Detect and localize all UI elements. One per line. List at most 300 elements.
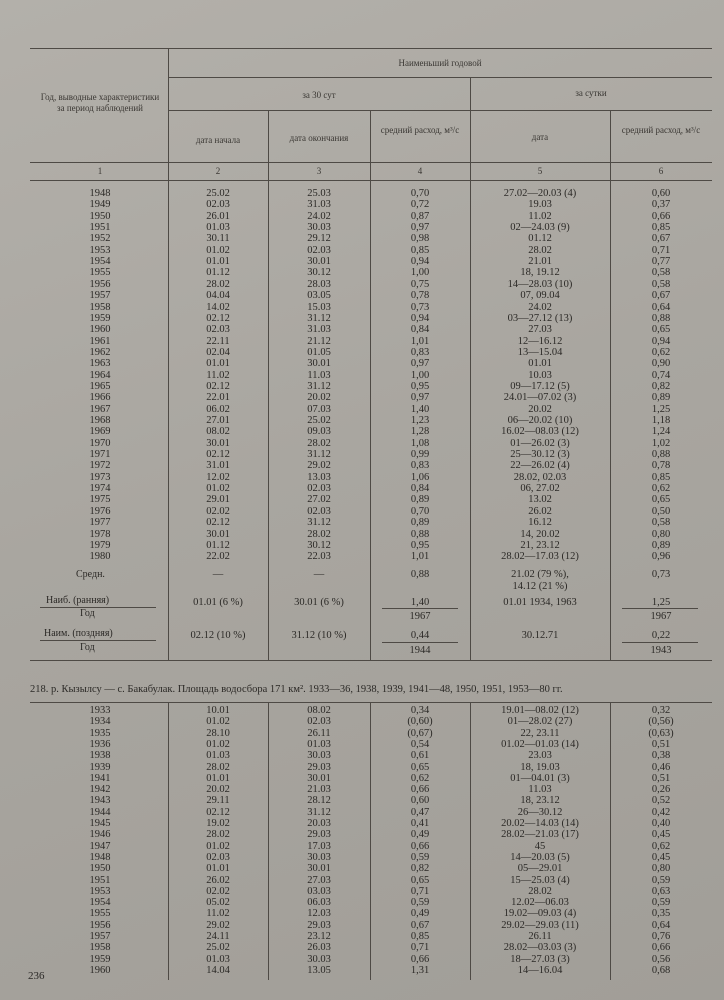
cell-start-date: 02.03 [206, 199, 230, 211]
cell-flow-30days: 1,31 [410, 964, 430, 976]
cell-flow-30days: 1,23 [410, 415, 430, 426]
cell-flow-day: 0,85 [651, 471, 671, 483]
header-group-day: за сутки [575, 88, 607, 98]
cell-end-date: 30.01 [307, 772, 331, 784]
cell-year: 1946 [89, 829, 111, 841]
cell-flow-30days: 1,01 [410, 335, 430, 347]
cell-flow-day: 0,51 [651, 738, 671, 750]
cell-start-date: 29.11 [206, 795, 230, 807]
cell-start-date: 01.02 [206, 840, 230, 852]
cell-flow-day: 0,80 [651, 528, 671, 540]
cell-min-day-date: 01.01 [528, 358, 552, 370]
cell-end-date: 31.12 [307, 806, 331, 818]
cell-start-date: 30.11 [206, 233, 230, 245]
cell-flow-day: 0,45 [651, 851, 671, 863]
mean-flow-day: 0,73 [651, 569, 671, 580]
cell-flow-30days: 0,85 [410, 931, 430, 942]
cell-flow-day: 0,80 [651, 863, 671, 875]
cell-year: 1960 [89, 324, 111, 336]
cell-flow-day: 0,74 [651, 369, 671, 381]
cell-flow-day: 0,85 [651, 222, 671, 234]
cell-year: 1968 [89, 415, 111, 426]
cell-end-date: 13.05 [307, 964, 331, 976]
max-year-flow30: 1967 [409, 611, 431, 622]
cell-start-date: 28.10 [206, 727, 230, 739]
cell-year: 1954 [89, 256, 111, 268]
min-end: 31.12 (10 %) [291, 630, 347, 641]
cell-flow-30days: 1,00 [410, 369, 430, 381]
cell-min-day-date: 25—30.12 (3) [510, 449, 570, 461]
cell-end-date: 26.11 [307, 727, 331, 739]
cell-start-date: 26.01 [206, 210, 230, 222]
cell-min-day-date: 16.12 [528, 517, 552, 529]
max-label-underline [40, 607, 156, 608]
header-group-30days: за 30 сут [302, 90, 336, 100]
cell-flow-day: 0,51 [651, 772, 671, 784]
cell-min-day-date: 16.02—08.03 (12) [501, 426, 579, 438]
cell-flow-30days: 0,60 [410, 795, 430, 807]
cell-flow-day: 1,25 [651, 403, 671, 415]
cell-end-date: 27.03 [307, 874, 331, 886]
cell-min-day-date: 23.03 [528, 750, 552, 762]
cell-flow-30days: 0,97 [410, 358, 430, 370]
cell-end-date: 07.03 [307, 403, 331, 415]
cell-flow-30days: 0,61 [410, 750, 430, 762]
cell-start-date: 01.02 [206, 244, 230, 256]
cell-end-date: 30.03 [307, 953, 331, 965]
cell-year: 1967 [89, 403, 111, 415]
cell-end-date: 02.03 [307, 716, 331, 728]
cell-start-date: 02.12 [206, 380, 230, 392]
cell-flow-30days: 0,83 [410, 460, 430, 472]
cell-flow-30days: 0,71 [410, 942, 430, 954]
cell-flow-30days: 0,34 [410, 705, 430, 716]
cell-year: 1956 [89, 919, 111, 931]
cell-end-date: 20.02 [307, 392, 331, 404]
cell-year: 1945 [89, 818, 111, 829]
cell-flow-day: 0,66 [651, 942, 671, 954]
cell-end-date: 01.03 [307, 738, 331, 750]
cell-min-day-date: 02—24.03 (9) [510, 222, 570, 234]
header-col2: дата окончания [289, 133, 349, 143]
cell-start-date: 02.12 [206, 806, 230, 818]
cell-year: 1953 [89, 885, 111, 897]
cell-start-date: 30.01 [206, 437, 230, 449]
cell-flow-30days: 0,49 [410, 829, 430, 841]
max-label: Наиб. (ранняя) [46, 595, 110, 606]
cell-min-day-date: 03—27.12 (13) [507, 312, 573, 324]
cell-min-day-date: 06, 27.02 [520, 483, 560, 495]
cell-start-date: 22.01 [206, 392, 230, 404]
cell-flow-day: 0,62 [651, 346, 671, 358]
cell-min-day-date: 28.02 [528, 244, 552, 256]
cell-year: 1933 [89, 705, 111, 716]
header-top-rule [30, 48, 712, 49]
cell-start-date: 06.02 [206, 403, 230, 415]
cell-flow-day: 0,62 [651, 483, 671, 495]
cell-min-day-date: 18, 23.12 [520, 795, 560, 807]
max-flow-day: 1,25 [651, 597, 671, 608]
cell-start-date: 01.12 [206, 539, 230, 551]
cell-year: 1942 [89, 784, 111, 796]
cell-year: 1934 [89, 716, 111, 728]
cell-end-date: 03.05 [307, 290, 331, 302]
cell-end-date: 31.03 [307, 324, 331, 336]
cell-start-date: 25.02 [206, 188, 230, 199]
cell-end-date: 30.12 [307, 267, 331, 279]
cell-year: 1950 [89, 210, 111, 222]
cell-flow-day: 0,65 [651, 324, 671, 336]
cell-min-day-date: 26.11 [528, 931, 552, 942]
cell-year: 1969 [89, 426, 111, 438]
cell-end-date: 26.03 [307, 942, 331, 954]
cell-year: 1954 [89, 897, 111, 909]
cell-end-date: 22.03 [307, 551, 331, 563]
cell-start-date: 29.02 [206, 919, 230, 931]
cell-min-day-date: 14—20.03 (5) [510, 851, 570, 863]
min-year-flow-day: 1943 [650, 645, 672, 656]
mean-flow30: 0,88 [410, 569, 430, 580]
cell-end-date: 03.03 [307, 885, 331, 897]
cell-flow-day: 0,59 [651, 897, 671, 909]
cell-flow-day: 0,71 [651, 244, 671, 256]
mean-day-b: 14.12 (21 %) [512, 581, 568, 592]
cell-year: 1955 [89, 267, 111, 279]
cell-year: 1956 [89, 278, 111, 290]
cell-year: 1978 [89, 528, 111, 540]
cell-start-date: 31.01 [206, 460, 230, 472]
cell-end-date: 17.03 [307, 840, 331, 852]
cell-flow-day: 0,45 [651, 829, 671, 841]
header-col3: средний расход, м³/с [380, 125, 460, 135]
cell-year: 1971 [89, 449, 111, 461]
cell-start-date: 01.12 [206, 267, 230, 279]
cell-min-day-date: 28.02—03.03 (3) [503, 942, 577, 954]
col-number-3: 3 [316, 166, 322, 176]
cell-end-date: 27.02 [307, 494, 331, 506]
max-day: 01.01 1934, 1963 [503, 597, 577, 608]
cell-end-date: 30.03 [307, 222, 331, 234]
header-subgroup-rule [168, 110, 712, 111]
cell-flow-30days: 0,59 [410, 897, 430, 909]
header-col4: дата [531, 132, 549, 142]
cell-end-date: 25.03 [307, 188, 331, 199]
col-number-1: 1 [97, 166, 103, 176]
cell-start-date: 25.02 [206, 942, 230, 954]
min-flow30: 0,44 [410, 630, 430, 641]
cell-year: 1951 [89, 874, 111, 886]
cell-flow-30days: 0,99 [410, 449, 430, 461]
cell-year: 1948 [89, 851, 111, 863]
cell-flow-30days: 0,47 [410, 806, 430, 818]
header-col5: средний расход, м³/с [621, 125, 701, 135]
cell-start-date: 19.02 [206, 818, 230, 829]
cell-year: 1965 [89, 380, 111, 392]
cell-flow-day: (0,56) [648, 716, 674, 728]
cell-flow-day: 0,58 [651, 278, 671, 290]
cell-flow-30days: 0,67 [410, 919, 430, 931]
cell-year: 1963 [89, 358, 111, 370]
cell-start-date: 27.01 [206, 415, 230, 426]
cell-end-date: 28.02 [307, 437, 331, 449]
cell-start-date: 28.02 [206, 278, 230, 290]
cell-year: 1955 [89, 908, 111, 920]
min-label-underline [40, 640, 156, 641]
cell-start-date: 08.02 [206, 426, 230, 438]
header-col1: дата начала [195, 135, 241, 145]
cell-flow-day: 0,76 [651, 931, 671, 942]
cell-flow-day: 0,82 [651, 380, 671, 392]
cell-end-date: 21.03 [307, 784, 331, 796]
cell-year: 1962 [89, 346, 111, 358]
max-year-label: Год [80, 608, 95, 619]
header-group-rule [168, 77, 712, 78]
cell-end-date: 01.05 [307, 346, 331, 358]
cell-min-day-date: 45 [534, 840, 546, 852]
cell-flow-30days: 0,95 [410, 380, 430, 392]
cell-flow-day: 0,96 [651, 551, 671, 563]
page-number: 236 [28, 970, 45, 982]
cell-start-date: 14.02 [206, 301, 230, 313]
cell-min-day-date: 28.02—21.03 (17) [501, 829, 579, 841]
cell-flow-30days: 0,95 [410, 539, 430, 551]
cell-start-date: 01.03 [206, 222, 230, 234]
cell-year: 1961 [89, 335, 111, 347]
cell-end-date: 09.03 [307, 426, 331, 438]
cell-flow-30days: 0,66 [410, 840, 430, 852]
cell-flow-day: 0,32 [651, 705, 671, 716]
cell-end-date: 02.03 [307, 244, 331, 256]
cell-year: 1947 [89, 840, 111, 852]
cell-min-day-date: 21, 23.12 [520, 539, 560, 551]
mean-end: — [313, 569, 325, 580]
cell-year: 1977 [89, 517, 111, 529]
cell-year: 1941 [89, 772, 111, 784]
cell-end-date: 02.03 [307, 505, 331, 517]
cell-year: 1948 [89, 188, 111, 199]
cell-year: 1958 [89, 942, 111, 954]
cell-end-date: 02.03 [307, 483, 331, 495]
cell-start-date: 05.02 [206, 897, 230, 909]
cell-end-date: 30.12 [307, 539, 331, 551]
cell-start-date: 29.01 [206, 494, 230, 506]
cell-flow-day: 0,59 [651, 874, 671, 886]
cell-min-day-date: 12—16.12 [517, 335, 563, 347]
min-day: 30.12.71 [521, 630, 559, 641]
cell-start-date: 02.03 [206, 851, 230, 863]
table-1-end-rule [30, 660, 712, 661]
cell-end-date: 21.12 [307, 335, 331, 347]
cell-flow-day: (0,63) [648, 727, 674, 739]
cell-min-day-date: 12.02—06.03 [511, 897, 569, 909]
cell-end-date: 20.03 [307, 818, 331, 829]
cell-end-date: 29.03 [307, 919, 331, 931]
cell-flow-30days: 1,00 [410, 267, 430, 279]
cell-end-date: 30.03 [307, 750, 331, 762]
cell-min-day-date: 27.03 [528, 324, 552, 336]
cell-start-date: 01.02 [206, 716, 230, 728]
cell-start-date: 24.11 [206, 931, 230, 942]
cell-year: 1939 [89, 761, 111, 773]
cell-flow-day: 0,42 [651, 806, 671, 818]
cell-min-day-date: 11.03 [528, 784, 552, 796]
cell-end-date: 08.02 [307, 705, 331, 716]
cell-min-day-date: 01.02—01.03 (14) [501, 738, 579, 750]
mean-day-a: 21.02 (79 %), [511, 569, 569, 580]
min-flow-day: 0,22 [651, 630, 671, 641]
cell-flow-30days: 0,66 [410, 784, 430, 796]
cell-end-date: 28.03 [307, 278, 331, 290]
cell-start-date: 28.02 [206, 761, 230, 773]
cell-start-date: 01.01 [206, 863, 230, 875]
cell-year: 1976 [89, 505, 111, 517]
cell-end-date: 31.12 [307, 380, 331, 392]
cell-min-day-date: 14, 20.02 [520, 528, 560, 540]
cell-end-date: 31.03 [307, 199, 331, 211]
cell-min-day-date: 19.01—08.02 (12) [501, 705, 579, 716]
cell-flow-30days: 0,71 [410, 885, 430, 897]
cell-start-date: 02.12 [206, 312, 230, 324]
max-flow-day-rule [622, 608, 698, 609]
cell-min-day-date: 10.03 [528, 369, 552, 381]
cell-flow-30days: 1,40 [410, 403, 430, 415]
cell-year: 1964 [89, 369, 111, 381]
cell-start-date: 01.01 [206, 772, 230, 784]
cell-end-date: 29.03 [307, 761, 331, 773]
cell-year: 1960 [89, 964, 111, 976]
cell-flow-30days: 0,62 [410, 772, 430, 784]
cell-flow-30days: 0,65 [410, 761, 430, 773]
cell-min-day-date: 14—28.03 (10) [507, 278, 573, 290]
cell-flow-30days: 0,89 [410, 494, 430, 506]
cell-year: 1950 [89, 863, 111, 875]
cell-flow-30days: 0,97 [410, 222, 430, 234]
cell-min-day-date: 07, 09.04 [520, 290, 560, 302]
cell-min-day-date: 15—25.03 (4) [510, 874, 570, 886]
cell-min-day-date: 01—26.02 (3) [510, 437, 570, 449]
cell-min-day-date: 19.03 [528, 199, 552, 211]
cell-start-date: 02.12 [206, 517, 230, 529]
cell-flow-30days: 0,89 [410, 517, 430, 529]
cell-flow-30days: 0,87 [410, 210, 430, 222]
cell-min-day-date: 28.02 [528, 885, 552, 897]
cell-flow-30days: 0,66 [410, 953, 430, 965]
mean-label: Средн. [76, 569, 105, 580]
cell-year: 1979 [89, 539, 111, 551]
cell-min-day-date: 09—17.12 (5) [510, 380, 570, 392]
cell-flow-30days: 0,82 [410, 863, 430, 875]
cell-flow-30days: 0,97 [410, 392, 430, 404]
cell-flow-day: 0,52 [651, 795, 671, 807]
cell-flow-day: 0,88 [651, 312, 671, 324]
cell-start-date: 02.12 [206, 449, 230, 461]
cell-year: 1970 [89, 437, 111, 449]
cell-flow-day: 0,90 [651, 358, 671, 370]
cell-flow-day: 1,24 [651, 426, 671, 438]
cell-year: 1959 [89, 312, 111, 324]
cell-flow-day: 0,40 [651, 818, 671, 829]
cell-year: 1943 [89, 795, 111, 807]
min-label: Наим. (поздняя) [44, 628, 113, 639]
cell-flow-30days: 0,59 [410, 851, 430, 863]
cell-end-date: 06.03 [307, 897, 331, 909]
cell-flow-30days: 1,08 [410, 437, 430, 449]
cell-min-day-date: 22—26.02 (4) [510, 460, 570, 472]
cell-end-date: 31.12 [307, 449, 331, 461]
cell-flow-day: 0,67 [651, 233, 671, 245]
header-main: Наименьший годовой [398, 58, 482, 68]
cell-flow-day: 0,26 [651, 784, 671, 796]
cell-start-date: 01.03 [206, 953, 230, 965]
min-start: 02.12 (10 %) [190, 630, 246, 641]
cell-start-date: 28.02 [206, 829, 230, 841]
cell-flow-30days: 0,84 [410, 324, 430, 336]
cell-flow-day: 0,58 [651, 517, 671, 529]
cell-year: 1944 [89, 806, 111, 818]
cell-end-date: 23.12 [307, 931, 331, 942]
cell-min-day-date: 18, 19.03 [520, 761, 560, 773]
cell-end-date: 30.01 [307, 256, 331, 268]
cell-end-date: 29.02 [307, 460, 331, 472]
cell-flow-30days: 0,70 [410, 505, 430, 517]
cell-flow-day: 1,18 [651, 415, 671, 426]
cell-flow-30days: 0,85 [410, 244, 430, 256]
cell-flow-30days: 1,28 [410, 426, 430, 438]
max-flow30-rule [382, 608, 458, 609]
cell-min-day-date: 24.01—07.02 (3) [503, 392, 577, 404]
cell-min-day-date: 24.02 [528, 301, 552, 313]
cell-year: 1966 [89, 392, 111, 404]
cell-flow-day: 0,63 [651, 885, 671, 897]
cell-min-day-date: 28.02—17.03 (12) [501, 551, 579, 563]
cell-flow-30days: 0,70 [410, 188, 430, 199]
cell-start-date: 04.04 [206, 290, 230, 302]
cell-flow-day: 0,37 [651, 199, 671, 211]
cell-year: 1953 [89, 244, 111, 256]
cell-flow-day: 0,38 [651, 750, 671, 762]
cell-start-date: 02.03 [206, 324, 230, 336]
cell-year: 1936 [89, 738, 111, 750]
cell-flow-day: 0,56 [651, 953, 671, 965]
cell-start-date: 01.01 [206, 358, 230, 370]
cell-min-day-date: 13.02 [528, 494, 552, 506]
cell-min-day-date: 22, 23.11 [520, 727, 560, 739]
cell-year: 1973 [89, 471, 111, 483]
cell-end-date: 30.01 [307, 863, 331, 875]
col-number-6: 6 [658, 166, 664, 176]
cell-end-date: 28.02 [307, 528, 331, 540]
col-number-5: 5 [537, 166, 543, 176]
cell-flow-30days: 0,41 [410, 818, 430, 829]
max-year-flow-day: 1967 [650, 611, 672, 622]
cell-end-date: 15.03 [307, 301, 331, 313]
cell-start-date: 02.02 [206, 505, 230, 517]
cell-min-day-date: 26.02 [528, 505, 552, 517]
col-number-2: 2 [215, 166, 221, 176]
cell-year: 1952 [89, 233, 111, 245]
cell-flow-30days: 0,49 [410, 908, 430, 920]
cell-flow-30days: 0,65 [410, 874, 430, 886]
cell-min-day-date: 05—29.01 [517, 863, 563, 875]
cell-flow-30days: 0,54 [410, 738, 430, 750]
cell-start-date: 01.03 [206, 750, 230, 762]
min-year-label: Год [80, 642, 95, 653]
cell-min-day-date: 26—30.12 [517, 806, 563, 818]
cell-year: 1957 [89, 290, 111, 302]
cell-start-date: 30.01 [206, 528, 230, 540]
cell-start-date: 26.02 [206, 874, 230, 886]
cell-flow-30days: (0,67) [407, 727, 433, 739]
